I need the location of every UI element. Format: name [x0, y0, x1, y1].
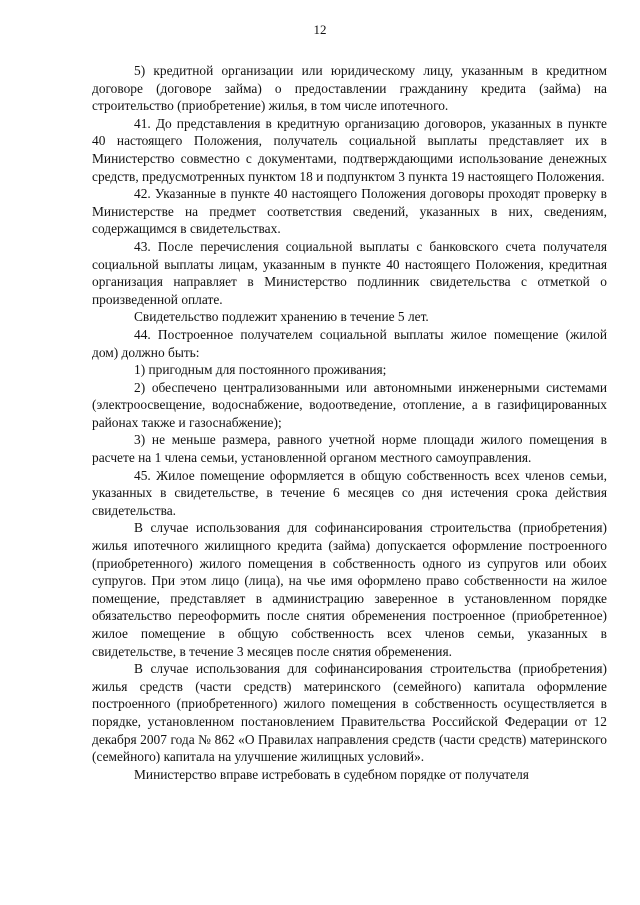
paragraph-41: 41. До представления в кредитную организацию договоров, указанных в пункте 40 настоящего Положения, получатель социальной выплаты представляет их в Министерство совместно с документами, подтверждающими использование денежных средств, предусмотренных пунктом 18 и подпунктом 3 пункта 19 настоящего Положения. — [92, 115, 607, 184]
document-body — [92, 62, 607, 783]
paragraph-44-item-2: 2) обеспечено централизованными или автономными инженерными системами (электроосвещение, водоснабжение, водоотведение, отопление, а в газифицированных районах также и газоснабжение); — [92, 379, 607, 430]
paragraph-44: 44. Построенное получателем социальной выплаты жилое помещение (жилой дом) должно быть: — [92, 326, 607, 360]
paragraph-42: 42. Указанные в пункте 40 настоящего Положения договоры проходят проверку в Министерстве на предмет соответствия сведений, указанных в них, сведениям, содержащимся в свидетельствах. — [92, 186, 607, 237]
paragraph-mortgage-case: В случае использования для софинансирования строительства (приобретения) жилья ипотечного жилищного кредита (займа) допускается оформление построенного (приобретенного) жилого помещения в собственность одного из супругов или обоих супругов. При этом лицо (лица), на чье имя оформлено право собственности на жилое помещение, представляет в администрацию заверенное в установленном порядке обязательство переоформить после снятия обременения построенное (приобретенное) жилое помещение в общую собственность всех членов семьи, указанных в свидетельстве, в течение 3 месяцев после снятия обременения. — [92, 520, 607, 659]
paragraph-ministry-claim: Министерство вправе истребовать в судебном порядке от получателя — [134, 766, 529, 782]
paragraph-item-5: 5) кредитной организации или юридическому лицу, указанным в кредитном договоре (договоре займа) о предоставлении гражданину кредита (займа) на строительство (приобретение) жилья, в том числе ипотечного. — [92, 63, 607, 114]
paragraph-44-item-3: 3) не меньше размера, равного учетной норме площади жилого помещения в расчете на 1 члена семьи, установленной органом местного самоуправления. — [92, 432, 607, 466]
paragraph-44-item-1: 1) пригодным для постоянного проживания; — [134, 362, 387, 378]
page-number: 12 — [313, 22, 327, 37]
paragraph-maternity-capital-case: В случае использования для софинансирования строительства (приобретения) жилья средств (части средств) материнского (семейного) капитала оформление построенного (приобретенного) жилого помещения в собственность осуществляется в порядке, установленном постановлением Правительства Российской Федерации от 12 декабря 2007 года № 862 «О Правилах направления средств (части средств) материнского (семейного) капитала на улучшение жилищных условий». — [92, 661, 607, 765]
paragraph-storage: Свидетельство подлежит хранению в течение 5 лет. — [134, 309, 429, 325]
paragraph-45: 45. Жилое помещение оформляется в общую собственность всех членов семьи, указанных в свидетельстве, в течение 6 месяцев со дня истечения срока действия свидетельства. — [92, 467, 607, 518]
paragraph-43: 43. После перечисления социальной выплаты с банковского счета получателя социальной выплаты лицам, указанным в пункте 40 настоящего Положения, кредитная организация направляет в Министерство подлинник свидетельства с отметкой о произведенной оплате. — [92, 238, 607, 307]
